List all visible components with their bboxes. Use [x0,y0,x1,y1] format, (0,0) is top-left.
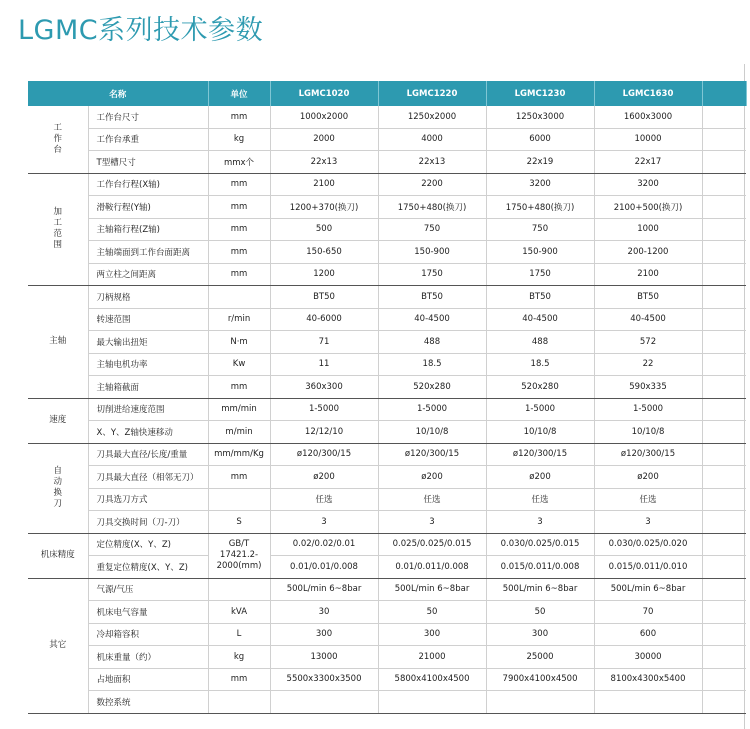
blank-cell [702,286,746,309]
value-cell: 500 [270,218,378,241]
value-cell: 10/10/8 [486,421,594,444]
value-cell: 1-5000 [270,398,378,421]
value-cell: 572 [594,331,702,354]
value-cell: 0.030/0.025/0.015 [486,533,594,556]
unit-cell: mmx个 [208,151,270,174]
value-cell: 1000x2000 [270,106,378,128]
value-cell: 3 [486,511,594,534]
value-cell: 6000 [486,128,594,151]
value-cell: 0.025/0.025/0.015 [378,533,486,556]
value-cell: ø120/300/15 [378,443,486,466]
blank-cell [702,623,746,646]
table-row [28,196,746,219]
unit-cell: mm [208,106,270,128]
value-cell: 2100 [594,263,702,286]
value-cell: 22x19 [486,151,594,174]
value-cell: 25000 [486,646,594,669]
value-cell: 1250x3000 [486,106,594,128]
value-cell: 任选 [594,488,702,511]
unit-cell: mm [208,466,270,489]
unit-cell: mm/min [208,398,270,421]
page-title: LGMC系列技术参数 [18,15,264,46]
table-row [28,421,746,444]
value-cell: 50 [378,601,486,624]
value-cell: 0.01/0.011/0.008 [378,556,486,579]
blank-cell [702,128,746,151]
value-cell: 任选 [378,488,486,511]
blank-cell [702,601,746,624]
value-cell: 520x280 [486,376,594,399]
blank-cell [702,443,746,466]
table-row [28,691,746,714]
value-cell: 0.01/0.01/0.008 [270,556,378,579]
blank-cell [702,241,746,264]
value-cell: 50 [486,601,594,624]
blank-cell [702,488,746,511]
value-cell: 1600x3000 [594,106,702,128]
blank-cell [702,173,746,196]
value-cell: 3 [270,511,378,534]
blank-cell [702,398,746,421]
blank-cell [702,578,746,601]
value-cell: 11 [270,353,378,376]
unit-cell: mm [208,668,270,691]
value-cell: 2000 [270,128,378,151]
value-cell: 21000 [378,646,486,669]
unit-cell: mm [208,196,270,219]
value-cell: 300 [270,623,378,646]
item-label: 最大输出扭矩 [88,331,208,354]
blank-cell [702,106,746,128]
table-row [28,466,746,489]
unit-cell [208,488,270,511]
table-row [28,511,746,534]
spec-table [28,81,747,714]
table-row [28,533,746,556]
table-row [28,353,746,376]
value-cell: 300 [486,623,594,646]
value-cell: 2200 [378,173,486,196]
category-label: 其它 [28,578,88,713]
unit-cell: m/min [208,421,270,444]
table-row [28,106,746,128]
item-label: 刀具选刀方式 [88,488,208,511]
table-row [28,668,746,691]
value-cell: 10/10/8 [378,421,486,444]
value-cell: 12/12/10 [270,421,378,444]
value-cell: 150-900 [486,241,594,264]
value-cell: BT50 [486,286,594,309]
blank-cell [702,353,746,376]
value-cell: ø200 [270,466,378,489]
header-name: 名称 [28,81,208,106]
unit-cell: kg [208,646,270,669]
value-cell: 13000 [270,646,378,669]
item-label: 数控系统 [88,691,208,714]
unit-cell [208,578,270,601]
table-row [28,398,746,421]
value-cell: 1-5000 [486,398,594,421]
item-label: 转速范围 [88,308,208,331]
value-cell: 750 [486,218,594,241]
value-cell: 71 [270,331,378,354]
table-row [28,128,746,151]
item-label: 气源/气压 [88,578,208,601]
value-cell: ø200 [378,466,486,489]
blank-cell [702,668,746,691]
table-row [28,376,746,399]
value-cell: 10000 [594,128,702,151]
item-label: 刀具交换时间（刀-刀） [88,511,208,534]
value-cell: ø120/300/15 [486,443,594,466]
blank-cell [702,263,746,286]
value-cell: 任选 [270,488,378,511]
table-row [28,331,746,354]
value-cell: 1250x2000 [378,106,486,128]
table-row [28,556,746,579]
value-cell: 2100+500(换刀) [594,196,702,219]
blank-cell [702,556,746,579]
value-cell: 18.5 [378,353,486,376]
unit-cell: kg [208,128,270,151]
value-cell: 200-1200 [594,241,702,264]
value-cell: 500L/min 6~8bar [594,578,702,601]
value-cell: 3 [594,511,702,534]
header-model: LGMC1220 [378,81,486,106]
value-cell: ø120/300/15 [270,443,378,466]
unit-cell: mm [208,263,270,286]
value-cell: 4000 [378,128,486,151]
value-cell: 1200 [270,263,378,286]
value-cell: 40-4500 [486,308,594,331]
unit-cell: GB/T 17421.2-2000(mm) [208,533,270,578]
value-cell: 488 [378,331,486,354]
item-label: 主轴电机功率 [88,353,208,376]
item-label: 刀具最大直径（相邻无刀） [88,466,208,489]
blank-cell [702,151,746,174]
header-model: LGMC1020 [270,81,378,106]
value-cell: 任选 [486,488,594,511]
unit-cell: N·m [208,331,270,354]
value-cell: 40-6000 [270,308,378,331]
header-unit: 单位 [208,81,270,106]
value-cell: 1-5000 [378,398,486,421]
value-cell: 1200+370(换刀) [270,196,378,219]
value-cell: 750 [378,218,486,241]
value-cell: 500L/min 6~8bar [486,578,594,601]
value-cell [594,691,702,714]
value-cell: 30000 [594,646,702,669]
item-label: 主轴箱截面 [88,376,208,399]
value-cell: 0.030/0.025/0.020 [594,533,702,556]
unit-cell: mm [208,173,270,196]
value-cell: 40-4500 [378,308,486,331]
header-model: LGMC1230 [486,81,594,106]
value-cell: 1750+480(换刀) [486,196,594,219]
table-row [28,601,746,624]
category-label: 速度 [28,398,88,443]
value-cell [270,691,378,714]
table-row [28,443,746,466]
category-label: 机床精度 [28,533,88,578]
item-label: 机床电气容量 [88,601,208,624]
value-cell: BT50 [594,286,702,309]
value-cell: 590x335 [594,376,702,399]
blank-cell [702,691,746,714]
value-cell: 0.015/0.011/0.010 [594,556,702,579]
value-cell: 0.015/0.011/0.008 [486,556,594,579]
item-label: 工作台承重 [88,128,208,151]
unit-cell [208,286,270,309]
value-cell: 600 [594,623,702,646]
value-cell: 3 [378,511,486,534]
value-cell: 1750 [486,263,594,286]
category-label: 自动换刀 [28,443,88,533]
value-cell: 10/10/8 [594,421,702,444]
table-row [28,286,746,309]
blank-cell [702,218,746,241]
value-cell: 5500x3300x3500 [270,668,378,691]
value-cell: ø200 [594,466,702,489]
value-cell: ø120/300/15 [594,443,702,466]
value-cell [378,691,486,714]
category-label: 加工范围 [28,173,88,286]
table-row [28,151,746,174]
value-cell: 150-900 [378,241,486,264]
blank-cell [702,646,746,669]
value-cell: 22x17 [594,151,702,174]
header-model: LGMC1630 [594,81,702,106]
item-label: X、Y、Z轴快速移动 [88,421,208,444]
item-label: 工作台行程(X轴) [88,173,208,196]
value-cell: 5800x4100x4500 [378,668,486,691]
value-cell: 500L/min 6~8bar [270,578,378,601]
table-row [28,308,746,331]
item-label: 定位精度(X、Y、Z) [88,533,208,556]
item-label: 机床重量（约） [88,646,208,669]
category-label: 主轴 [28,286,88,399]
unit-cell: mm/mm/Kg [208,443,270,466]
value-cell: 300 [378,623,486,646]
blank-cell [702,196,746,219]
value-cell: ø200 [486,466,594,489]
value-cell: 150-650 [270,241,378,264]
table-row [28,488,746,511]
value-cell: 488 [486,331,594,354]
value-cell: 30 [270,601,378,624]
table-row [28,578,746,601]
item-label: T型槽尺寸 [88,151,208,174]
blank-cell [702,466,746,489]
value-cell: BT50 [270,286,378,309]
blank-cell [702,511,746,534]
value-cell: 3200 [594,173,702,196]
value-cell: 1-5000 [594,398,702,421]
unit-cell: mm [208,241,270,264]
value-cell: 1750 [378,263,486,286]
item-label: 主轴端面到工作台面距离 [88,241,208,264]
value-cell: 2100 [270,173,378,196]
unit-cell [208,691,270,714]
item-label: 主轴箱行程(Z轴) [88,218,208,241]
item-label: 占地面积 [88,668,208,691]
value-cell: 500L/min 6~8bar [378,578,486,601]
value-cell: 520x280 [378,376,486,399]
value-cell [486,691,594,714]
item-label: 切削进给速度范围 [88,398,208,421]
value-cell: 22x13 [270,151,378,174]
value-cell: 22 [594,353,702,376]
blank-cell [702,331,746,354]
value-cell: 1000 [594,218,702,241]
blank-cell [702,308,746,331]
table-row [28,623,746,646]
unit-cell: mm [208,218,270,241]
table-row [28,646,746,669]
value-cell: 70 [594,601,702,624]
value-cell: 0.02/0.02/0.01 [270,533,378,556]
value-cell: 7900x4100x4500 [486,668,594,691]
header-blank [702,81,746,106]
unit-cell: kVA [208,601,270,624]
table-row [28,241,746,264]
value-cell: 1750+480(换刀) [378,196,486,219]
category-label: 工作台 [28,106,88,173]
item-label: 滑鞍行程(Y轴) [88,196,208,219]
blank-cell [702,533,746,556]
value-cell: 18.5 [486,353,594,376]
item-label: 工作台尺寸 [88,106,208,128]
table-row [28,173,746,196]
item-label: 刀柄规格 [88,286,208,309]
item-label: 两立柱之间距离 [88,263,208,286]
value-cell: 360x300 [270,376,378,399]
item-label: 刀具最大直径/长度/重量 [88,443,208,466]
unit-cell: r/min [208,308,270,331]
blank-cell [702,421,746,444]
value-cell: BT50 [378,286,486,309]
item-label: 冷却箱容积 [88,623,208,646]
value-cell: 3200 [486,173,594,196]
unit-cell: mm [208,376,270,399]
unit-cell: L [208,623,270,646]
value-cell: 8100x4300x5400 [594,668,702,691]
table-row [28,218,746,241]
unit-cell: S [208,511,270,534]
value-cell: 22x13 [378,151,486,174]
item-label: 重复定位精度(X、Y、Z) [88,556,208,579]
blank-cell [702,376,746,399]
unit-cell: Kw [208,353,270,376]
table-row [28,263,746,286]
header-row [28,81,746,106]
value-cell: 40-4500 [594,308,702,331]
